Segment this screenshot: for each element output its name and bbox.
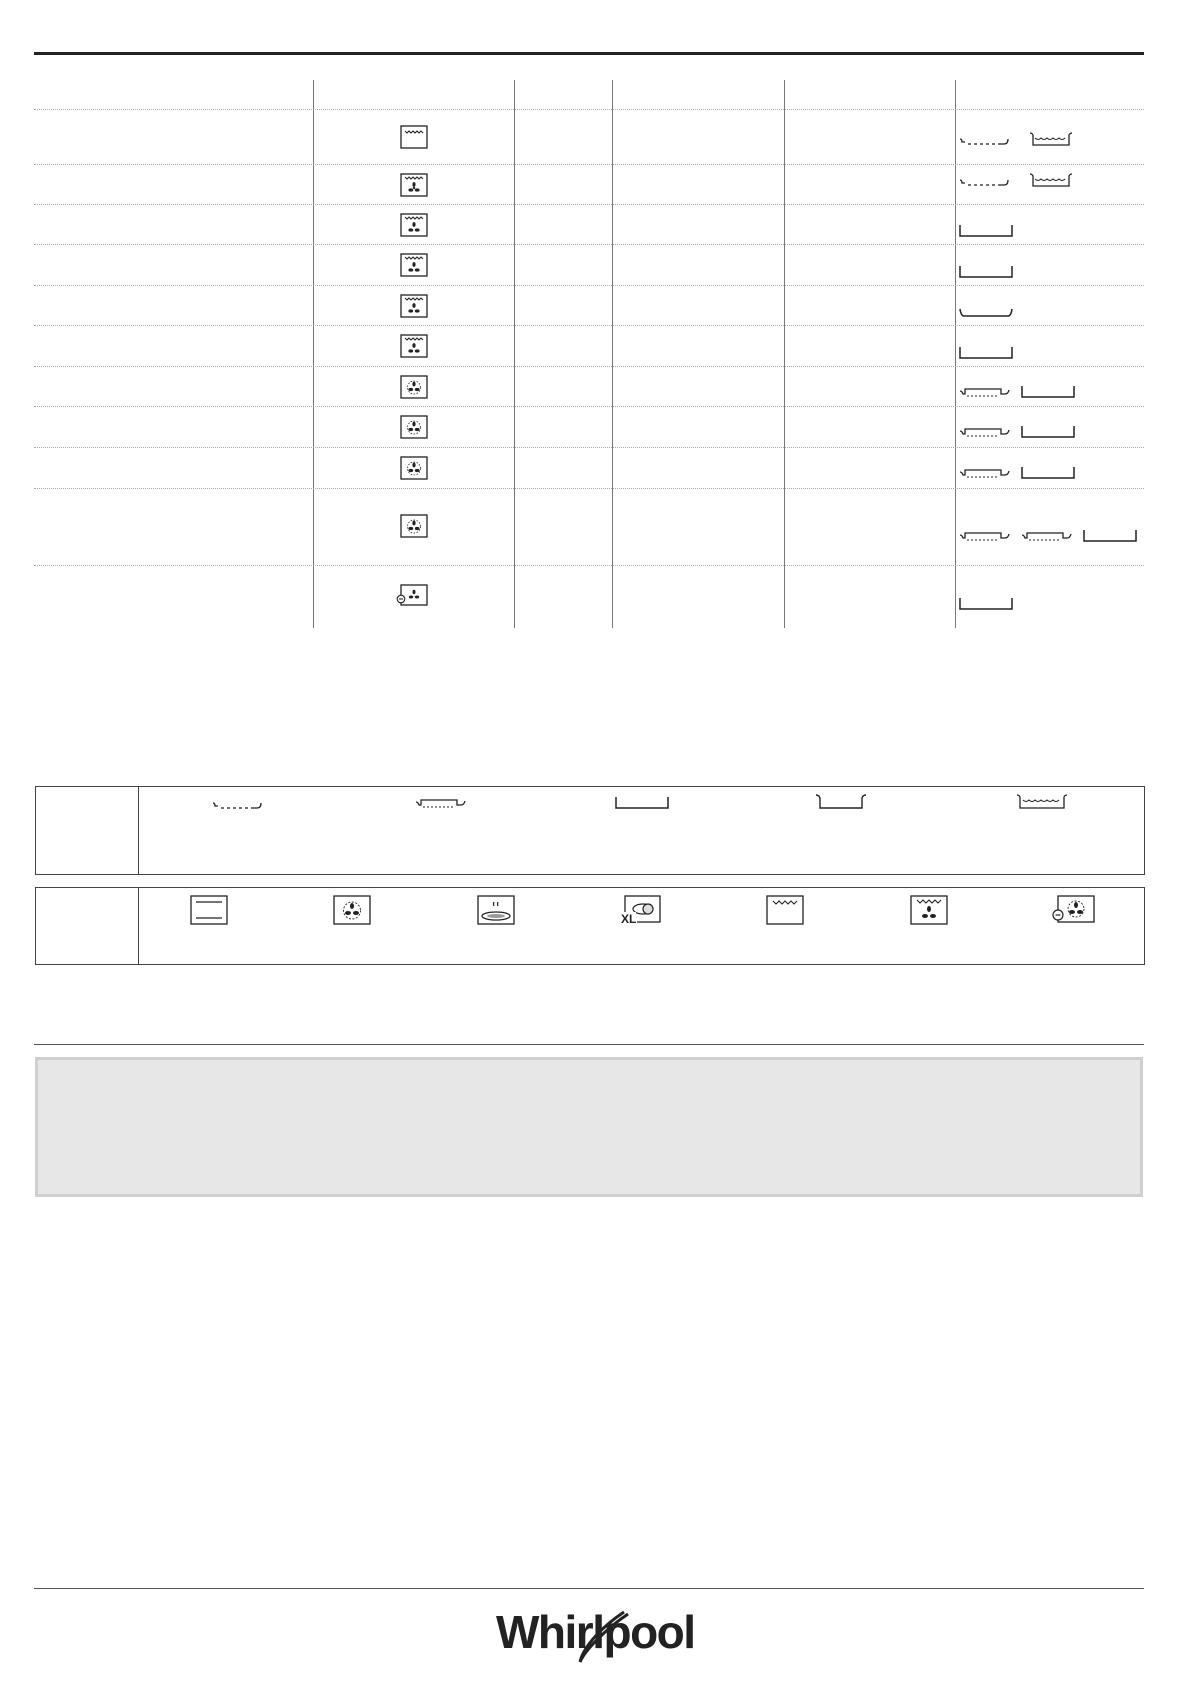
row-divider	[34, 204, 1144, 205]
row-divider	[34, 109, 1144, 110]
deep-baking-tray-icon	[814, 794, 870, 810]
xl-label: XL	[621, 912, 637, 926]
grill-plate-icon	[958, 425, 1014, 439]
legend-side-cell	[36, 787, 139, 874]
column-divider	[313, 80, 314, 628]
baking-tray-icon	[1020, 385, 1076, 399]
wire-shelf-icon	[211, 800, 267, 812]
grill-plate-icon	[958, 385, 1014, 399]
drip-tray-icon	[1028, 132, 1074, 148]
row-divider	[34, 325, 1144, 326]
convection-bake-icon	[400, 334, 428, 358]
forced-air-icon	[400, 514, 428, 538]
wire-shelf-icon	[958, 136, 1014, 148]
row-divider	[34, 447, 1144, 448]
accessories-legend	[35, 786, 1145, 875]
whirlpool-logo	[488, 1600, 695, 1670]
cooking-table	[34, 80, 1144, 628]
baking-tray-icon	[1082, 529, 1138, 543]
grill-plate-icon	[958, 529, 1014, 543]
row-divider	[34, 285, 1144, 286]
pizza-icon	[477, 895, 515, 925]
row-divider	[34, 366, 1144, 367]
column-divider	[784, 80, 785, 628]
convection-bake-icon	[910, 895, 948, 925]
baking-tray-icon	[1020, 425, 1076, 439]
baking-tray-icon	[958, 265, 1014, 279]
top-heat-icon	[766, 895, 804, 925]
convection-bake-icon	[400, 253, 428, 277]
svg-text:Whirlpool: Whirlpool	[496, 1606, 695, 1658]
wire-shelf-icon	[958, 177, 1014, 189]
functions-legend	[35, 887, 1145, 965]
drip-tray-icon	[1028, 173, 1074, 189]
row-divider	[34, 406, 1144, 407]
baking-tray-icon	[958, 597, 1014, 611]
conventional-icon	[190, 895, 228, 925]
footer-rule	[34, 1588, 1144, 1589]
forced-air-icon	[400, 415, 428, 439]
row-divider	[34, 565, 1144, 566]
grill-plate-icon	[958, 466, 1014, 480]
convection-bake-icon	[400, 294, 428, 318]
row-divider	[34, 164, 1144, 165]
baking-tray-icon	[958, 224, 1014, 238]
drip-tray-icon	[1015, 794, 1071, 810]
convection-bake-icon	[400, 213, 428, 237]
baking-tray-icon	[958, 346, 1014, 360]
baking-tray-icon	[614, 796, 670, 810]
forced-air-icon	[400, 456, 428, 480]
legend-side-cell	[36, 888, 139, 964]
forced-air-icon	[400, 375, 428, 399]
eco-forced-air-icon	[396, 584, 424, 608]
grill-plate-icon	[1020, 529, 1076, 543]
round-baking-tray-icon	[958, 308, 1014, 318]
column-divider	[955, 80, 956, 628]
row-divider	[34, 488, 1144, 489]
section-rule	[34, 1044, 1144, 1045]
baking-tray-icon	[1020, 466, 1076, 480]
note-box	[35, 1057, 1143, 1197]
eco-forced-air-icon	[1051, 895, 1095, 925]
convection-bake-icon	[400, 173, 428, 197]
top-rule	[34, 52, 1144, 55]
xl-icon	[621, 895, 661, 929]
forced-air-icon	[333, 895, 371, 925]
column-divider	[612, 80, 613, 628]
grill-plate-icon	[414, 796, 470, 810]
column-divider	[514, 80, 515, 628]
row-divider	[34, 244, 1144, 245]
conventional-top-heat-icon	[400, 125, 428, 149]
